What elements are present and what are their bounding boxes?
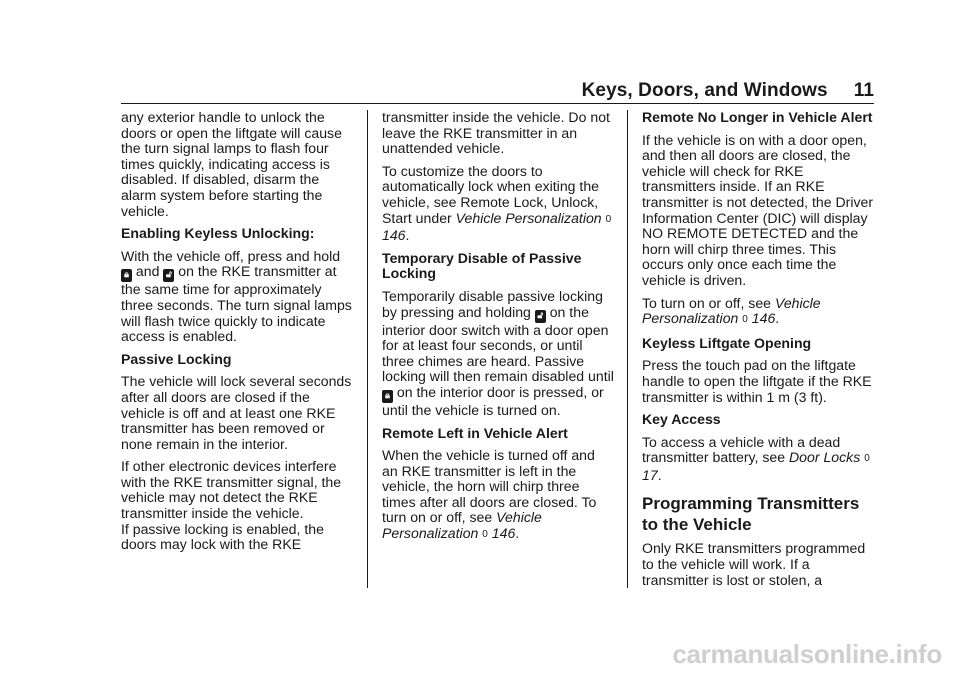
- column-right: [642, 110, 874, 595]
- paragraph: The vehicle will lock several seconds after all doors are closed if the vehicle is off and at least one RKE transmitter has been removed or none remain in the interior.: [121, 373, 352, 452]
- unlock-icon: 🔓︎: [163, 269, 174, 282]
- paragraph: To turn on or off, see Vehicle Personalization 0 146.: [642, 294, 821, 327]
- page-ref-icon: 0: [482, 529, 488, 541]
- heading-remote-left-alert: Remote Left in Vehicle Alert: [382, 424, 568, 441]
- lock-icon: 🔒︎: [382, 390, 393, 403]
- page-ref[interactable]: 146: [491, 525, 516, 542]
- link-vehicle-personalization[interactable]: Vehicle Personalization: [642, 294, 821, 327]
- paragraph: With the vehicle off, press and hold 🔒︎ and 🔓︎ on the RKE transmitter at the same time for approximately three seconds. The turn signal lamps will flash twice quickly to indicate access is enabled.: [121, 247, 352, 345]
- unlock-icon: 🔓︎: [535, 310, 546, 323]
- link-door-locks[interactable]: Door Locks: [789, 449, 861, 466]
- paragraph: When the vehicle is turned off and an RKE transmitter is left in the vehicle, the horn will chirp three times after all doors are closed. To turn on or off, see Vehicle Personalization 0 146.: [382, 447, 597, 542]
- column-divider: [627, 110, 628, 588]
- paragraph: To access a vehicle with a dead transmitter battery, see Door Locks 0 17.: [642, 433, 870, 483]
- page-ref[interactable]: 146: [382, 227, 406, 244]
- heading-keyless-liftgate: Keyless Liftgate Opening: [642, 334, 812, 351]
- paragraph: transmitter inside the vehicle. Do not leave the RKE transmitter in an unattended vehicle.: [382, 109, 610, 157]
- paragraph: If the vehicle is on with a door open, and then all doors are closed, the vehicle will check for RKE transmitters inside. If an RKE transmitter is not detected, the Driver Information Center (DIC) will display NO REMOTE DETECTED and the horn will chirp three times. This occurs only once each time the vehicle is driven.: [642, 131, 874, 288]
- page-ref-icon: 0: [864, 453, 870, 465]
- link-vehicle-personalization[interactable]: Vehicle Personalization: [382, 509, 542, 542]
- paragraph: Temporarily disable passive locking by pressing and holding 🔓︎ on the interior door switch with a door open for at least four seconds, or until three chimes are heard. Passive locking will then remain disabled until 🔒︎ on the interior door is pressed, or until the vehicle is turned on.: [382, 287, 614, 418]
- page-ref-icon: 0: [742, 314, 748, 326]
- page-header: [582, 80, 874, 102]
- heading-programming-transmitters: Programming Transmitters to the Vehicle: [642, 494, 860, 535]
- heading-remote-no-longer-alert: Remote No Longer in Vehicle Alert: [642, 109, 873, 125]
- paragraph: If passive locking is enabled, the doors may lock with the RKE: [121, 520, 324, 553]
- section-title: Keys, Doors, and Windows: [581, 80, 828, 101]
- heading-passive-locking: Passive Locking: [121, 350, 232, 367]
- page-ref[interactable]: 146: [751, 310, 776, 327]
- paragraph: any exterior handle to unlock the doors or open the liftgate will cause the turn signal lamps to flash four times quickly, indicating access is disabled. If disabled, disarm the alarm system before starting the vehicle.: [121, 109, 342, 219]
- paragraph: Only RKE transmitters programmed to the vehicle will work. If a transmitter is lost or stolen, a: [642, 540, 866, 588]
- heading-key-access: Key Access: [642, 411, 721, 428]
- page-ref-icon: 0: [605, 213, 612, 225]
- column-divider: [367, 110, 368, 588]
- page-number: 11: [853, 80, 874, 101]
- heading-enabling-keyless-unlocking: Enabling Keyless Unlocking:: [121, 225, 315, 242]
- link-vehicle-personalization[interactable]: Vehicle Personalization: [455, 209, 602, 226]
- column-left: [121, 110, 353, 560]
- column-middle: [382, 110, 614, 551]
- paragraph: Press the touch pad on the liftgate handle to open the liftgate if the RKE transmitter is within 1 m (3 ft).: [642, 357, 872, 405]
- heading-temporary-disable: Temporary Disable of Passive Locking: [382, 249, 582, 282]
- header-rule: [121, 103, 874, 104]
- paragraph: If other electronic devices interfere with the RKE transmitter signal, the vehicle may not detect the RKE transmitter inside the vehicle.: [121, 458, 342, 522]
- paragraph: To customize the doors to automatically lock when exiting the vehicle, see Remote Lock, Unlock, Start under Vehicle Personalization 0 146.: [382, 162, 612, 244]
- page-ref[interactable]: 17: [642, 466, 658, 483]
- watermark: carmanualsonline.info: [672, 639, 942, 669]
- lock-icon: 🔒︎: [121, 269, 132, 282]
